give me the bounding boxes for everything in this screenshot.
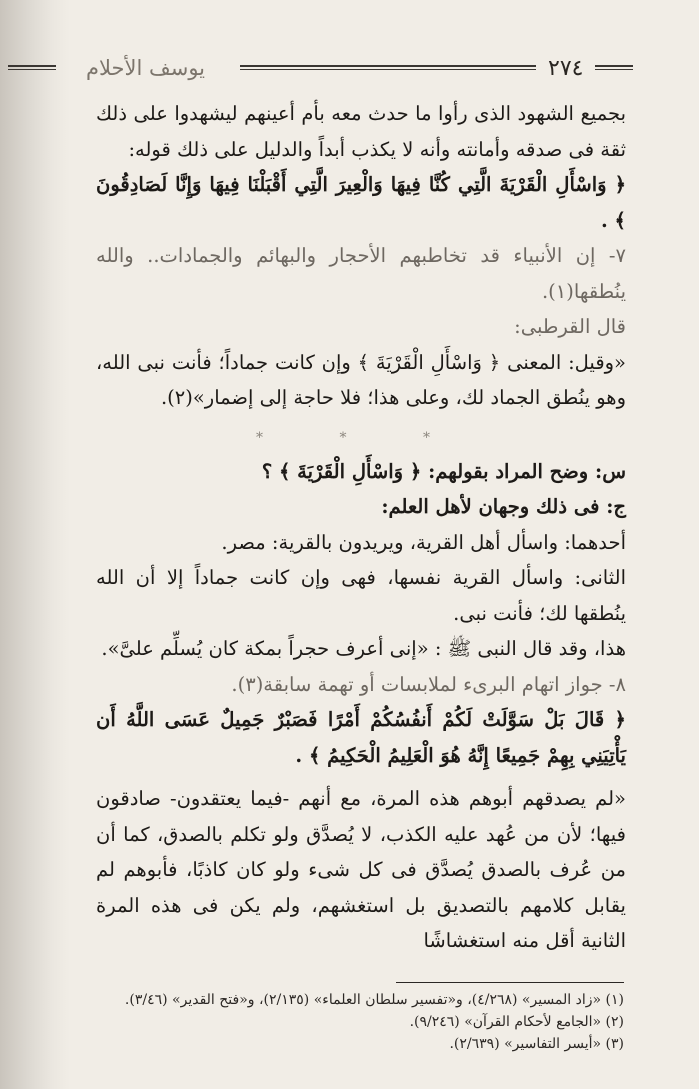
footnotes	[124, 989, 624, 1055]
section-separator: * * *	[256, 429, 466, 446]
point-eight: ٨- جواز اتهام البرىء لملابسات أو تهمة سابقة(٣).	[231, 672, 626, 696]
main-text	[96, 96, 626, 959]
qurtubi-label: قال القرطبى:	[514, 315, 626, 338]
question: س: وضح المراد بقولهم: ﴿ وَاسْأَلِ الْقَرْيَةَ ﴾ ؟	[261, 459, 626, 483]
header-rule-middle	[240, 65, 536, 70]
footnote-1: (١) «زاد المسير» (٤/٢٦٨)، و«تفسير سلطان العلماء» (٢/١٣٥)، و«فتح القدير» (٣/٤٦).	[124, 992, 624, 1008]
footnote-separator	[396, 982, 624, 983]
book-title: يوسف الأحلام	[86, 56, 206, 80]
commentary-paragraph: «لم يصدقهم أبوهم هذه المرة، مع أنهم -فيما يعتقدون- صادقون فيها؛ لأن من عُهد عليه الكذب، لا يُصدَّق ولو تكلم بالصدق، كما أن من عُرف بالصدق يُصدَّق فى كل شىء ولو كان كاذبًا، فأبوهم لم يقابل كلامهم بالتصديق بل استغشهم، ولم يكن فى هذه المرة الثانية أقل منه استغشاشًا	[96, 787, 626, 952]
answer-intro: ج: فى ذلك وجهان لأهل العلم:	[381, 495, 626, 518]
paragraph-witnesses: بجميع الشهود الذى رأوا ما حدث معه بأم أعينهم ليشهدوا على ذلك ثقة فى صدقه وأمانته وأنه لا يكذب أبداً والدليل على ذلك قوله:	[96, 102, 626, 161]
hadith-stone: هذا، وقد قال النبى ﷺ : «إنى أعرف حجراً بمكة كان يُسلِّم علىَّ».	[101, 637, 626, 660]
header-rule-right	[595, 65, 633, 70]
page-gutter-shadow	[0, 0, 70, 1089]
qurtubi-quote: «وقيل: المعنى ﴿ وَاسْأَلِ الْقَرْيَةَ ﴾ وإن كانت جماداً؛ فأنت نبى الله، وهو ينُطق الجماد لك، وعلى هذا؛ فلا حاجة إلى إضمار»(٢).	[96, 350, 626, 409]
page-header	[0, 52, 699, 88]
header-rule-left	[8, 65, 56, 70]
footnote-2: (٢) «الجامع لأحكام القرآن» (٩/٢٤٦).	[409, 1014, 624, 1030]
quran-verse-patience: ﴿ قَالَ بَلْ سَوَّلَتْ لَكُمْ أَنفُسُكُمْ أَمْرًا فَصَبْرٌ جَمِيلٌ عَسَى اللَّهُ أَن يَأْتِيَنِي بِهِمْ جَمِيعًا إِنَّهُ هُوَ الْعَلِيمُ الْحَكِيمُ ﴾ .	[96, 708, 626, 767]
quran-verse-village: ﴿ وَاسْأَلِ الْقَرْيَةَ الَّتِي كُنَّا فِيهَا وَالْعِيرَ الَّتِي أَقْبَلْنَا فِيهَا وَإِنَّا لَصَادِقُونَ ﴾ .	[96, 173, 626, 232]
footnote-3: (٣) «أيسر التفاسير» (٢/٦٣٩).	[449, 1036, 624, 1052]
second-view: الثانى: واسأل القرية نفسها، فهى وإن كانت جماداً إلا أن الله ينُطقها لك؛ فأنت نبى.	[96, 566, 626, 625]
page-number: ٢٧٤	[548, 56, 584, 81]
first-view: أحدهما: واسأل أهل القرية، ويريدون بالقرية: مصر.	[221, 530, 626, 554]
point-seven: ٧- إن الأنبياء قد تخاطبهم الأحجار والبهائم والجمادات.. والله ينُطقها(١).	[96, 244, 626, 303]
